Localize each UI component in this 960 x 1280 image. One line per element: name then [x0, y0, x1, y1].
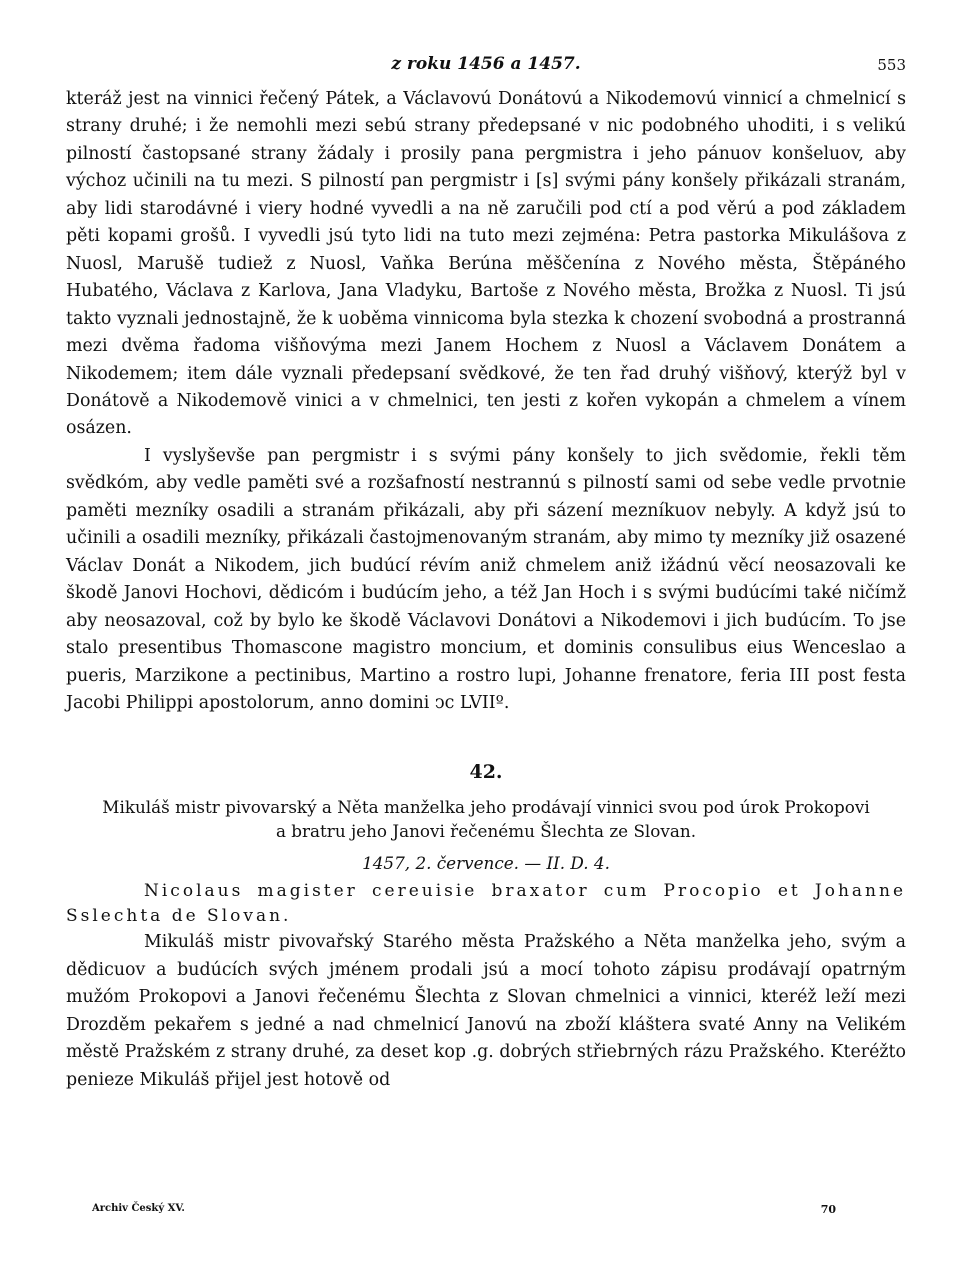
document-text [66, 879, 906, 1094]
document-summary [66, 795, 906, 843]
paragraph-continued: kteráž jest na vinnici řečený Pátek, a Václavovú Donátovú a Nikodemovú vinnicí a chmelnicí s strany druhé; i že nemohli mezi sebú strany předepsané v nic podobného uhoditi, i s velikú pilností častopsané strany žádaly i prosily pana pergmistra i jeho pánuov konšeluov, aby výchoz učinili na tu mezi. S pilností pan pergmistr i [s] svými pány konšely přikázali stranám, aby lidi starodávné i viery hodné vyvedli a na ně zaručili pod ctí a pod věrú a pod základem pěti kopami grošů. I vyvedli jsú tyto lidi na tuto mezi zejména: Petra pastorka Mikulášova z Nuosl, Marušě tudiež z Nuosl, Vaňka Berúna měščenína z Nového města, Štěpáného Hubatého, Václava z Karlova, Jana Vladyku, Bartoše z Nového města, Brožka z Nuosl. Ti jsú takto vyznali jednostajně, že k uoběma vinnicoma byla stezka k chození svobodná a prostranná mezi dvěma řadoma višňovýma mezi Janem Hochem z Nuosl a Václavem Donátem a Nikodemem; item dále vyznali předepsaní svědkové, že ten řad druhý višňový, kterýž byl v Donátově a Nikodemově vinici a v chmelnici, ten jesti z kořen vykopán a chmelem a vínem osázen. [66, 89, 906, 439]
sheet-number: 70 [820, 1203, 836, 1216]
document-page [66, 50, 906, 1216]
paragraph: Mikuláš mistr pivovařský Starého města Pražského a Něta manželka jeho, svým a dědicuov a budúcích svých jménem prodali jsú a mocí tohoto zápisu prodávají opatrným mužóm Prokopovi a Janovi řečenému Šlechta z Slovan chmelnici a vinnici, kteréž leží mezi Drozděm pekařem s jedné a nad chmelnicí Janovú na zboží kláštera svaté Anny na Velikém městě Pražském z strany druhé, za deset kop .g. dobrých střiebrných rázu Pražského. Kteréžto penieze Mikuláš přijel jest hotově od [66, 932, 906, 1090]
page-number: 553 [877, 56, 906, 74]
page-footer [66, 1203, 906, 1223]
page-header [66, 50, 906, 86]
running-title: z roku 1456 a 1457. [391, 54, 581, 74]
sheet-signature: Archiv Český XV. [92, 1203, 185, 1214]
document-date: 1457, 2. července. — II. D. 4. [362, 853, 610, 874]
latin-rubric: Nicolaus magister cereuisie braxator cum Procopio et Johanne Sslechta de Slovan. [66, 881, 906, 927]
summary-line: a bratru jeho Janovi řečenému Šlechta ze Slovan. [275, 821, 697, 842]
summary-line: Mikuláš mistr pivovarský a Něta manželka jeho prodávají vinnici svou pod úrok Prokopovi [102, 797, 870, 818]
document-number: 42. [469, 761, 503, 784]
main-text [66, 86, 906, 717]
paragraph: I vyslyševše pan pergmistr i s svými pány konšely to jich svědomie, řekli těm svědkóm, aby vedle paměti své a rozšafností nestrannú s pilností sami od sebe vedle prvotnie paměti mezníky osadili a stranám přikázali, aby při sázení mezníkuov nebyly. A když jsú to učinili a osadili mezníky, přikázali častojmenovaným stranám, aby mimo ty mezníky již osazené Václav Donát a Nikodem, jich budúcí révím aniž chmelem aniž ižádnú věcí neosazovali ke škodě Janovi Hochovi, dědicóm i budúcím jeho, a též Jan Hoch i s svými budúcími také ničímž aby neosazoval, což by bylo ke škodě Václavovi Donátovi a Nikodemovi i jich budúcím. To jse stalo presentibus Thomascone magistro moncium, et dominis consulibus eius Wenceslao a pueris, Marzikone a pectinibus, Martino a rostro lupi, Johanne frenatore, feria III post festa Jacobi Philippi apostolorum, anno domini ͻc LVIIº. [66, 445, 906, 713]
